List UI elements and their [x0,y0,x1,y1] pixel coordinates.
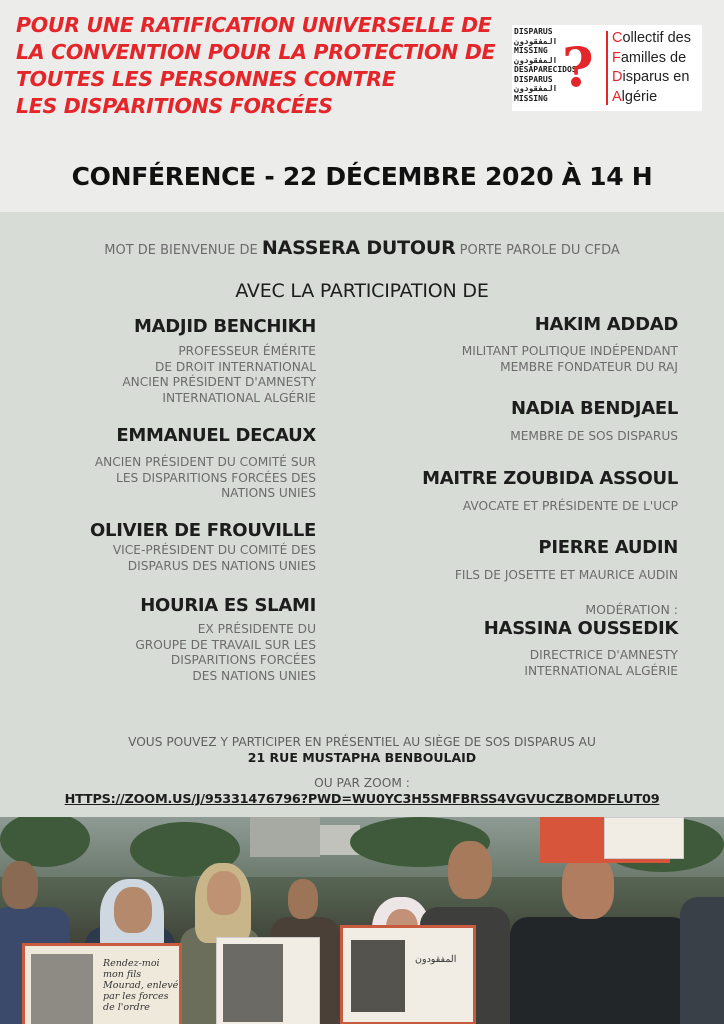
conference-date: CONFÉRENCE - 22 DÉCEMBRE 2020 À 14 H [71,162,653,191]
zoom-link[interactable]: HTTPS://ZOOM.US/J/95331476796?PWD=WU0YC3H5SMFBRSS4VGVUCZBOMDFLUT09 [64,792,660,807]
sign-portrait [351,940,405,1012]
person-head [114,887,152,933]
logo-word: المفقودون [514,84,558,93]
person-head [207,871,241,915]
title-line-1: POUR UNE RATIFICATION UNIVERSELLE DE [16,13,492,37]
address: 21 RUE MUSTAPHA BENBOULAID [247,750,477,765]
speaker-left-4: HOURIA ES SLAMI EX PRÉSIDENTE DU GROUPE DE TRAVAIL SUR LES DISPARITIONS FORCÉES DES NATIONS UNIES [135,595,316,683]
speaker-left-1: MADJID BENCHIKH PROFESSEUR ÉMÉRITE DE DROIT INTERNATIONAL ANCIEN PRÉSIDENT D'AMNESTY INTERNATIONAL ALGÉRIE [122,316,316,405]
person-head [288,879,318,919]
welcome-speaker-name: NASSERA DUTOUR [261,237,456,259]
logo-text: Collectif des Familles de Disparus en Algérie [612,30,691,105]
person-head [2,861,38,909]
sign-top [604,817,684,859]
moderator-name: HASSINA OUSSEDIK [483,618,678,639]
sign-text: Rendez-moi mon fils Mourad, enlevé par les forces de l'ordre [103,958,179,1013]
logo-word: MISSING [514,46,548,55]
sign-photo-1 [22,943,182,1024]
moderator-block: MODÉRATION : HASSINA OUSSEDIK DIRECTRICE D'AMNESTY INTERNATIONAL ALGÉRIE [338,602,678,679]
logo-divider [606,31,608,105]
protest-photo [0,817,724,1024]
sign-text: المفقودون [415,954,457,965]
zoom-label: OU PAR ZOOM : [314,776,410,790]
sign-portrait [31,954,93,1024]
person-head [448,841,492,899]
person-body [680,897,724,1024]
participation-heading: AVEC LA PARTICIPATION DE [235,280,489,302]
logo-word: DISPARUS [514,27,553,36]
logo-word: المفقودون [514,36,558,46]
speaker-left-2: EMMANUEL DECAUX ANCIEN PRÉSIDENT DU COMITÉ SUR LES DISPARITIONS FORCÉES DES NATIONS UNIES [94,425,316,500]
speaker-right-1: HAKIM ADDAD MILITANT POLITIQUE INDÉPENDANT MEMBRE FONDATEUR DU RAJ [461,314,678,374]
speaker-left-3: OLIVIER DE FROUVILLE VICE-PRÉSIDENT DU COMITÉ DES DISPARUS DES NATIONS UNIES [90,520,316,573]
sign-portrait [223,944,283,1022]
moderation-label: MODÉRATION : [585,602,678,617]
title-line-3: TOUTES LES PERSONNES CONTRE [16,67,396,91]
sign-photo-2 [216,937,320,1024]
logo-word: MISSING [514,93,548,103]
question-mark-icon: ? [562,35,594,99]
logo-word: DESAPARECIDOS [514,65,577,74]
photo-building [250,817,320,857]
presentiel-text: VOUS POUVEZ Y PARTICIPER EN PRÉSENTIEL AU SIÈGE DE SOS DISPARUS AU [128,735,596,749]
sign-photo-3 [340,925,476,1024]
person-body [510,917,690,1024]
title-line-2: LA CONVENTION POUR LA PROTECTION DE [16,40,496,64]
logo-word: DISPARUS [514,74,553,84]
logo-word: المفقودون [514,55,558,65]
title-line-4: LES DISPARITIONS FORCÉES [16,94,333,118]
speaker-right-2: NADIA BENDJAEL MEMBRE DE SOS DISPARUS [510,398,678,443]
speaker-right-3: MAITRE ZOUBIDA ASSOUL AVOCATE ET PRÉSIDENTE DE L'UCP [422,468,678,513]
cfda-logo [512,25,702,111]
main-title [16,12,506,120]
header-band [0,0,724,212]
welcome-line: MOT DE BIENVENUE DE NASSERA DUTOUR PORTE PAROLE DU CFDA [104,237,620,259]
speaker-right-4: PIERRE AUDIN FILS DE JOSETTE ET MAURICE AUDIN [454,537,678,582]
